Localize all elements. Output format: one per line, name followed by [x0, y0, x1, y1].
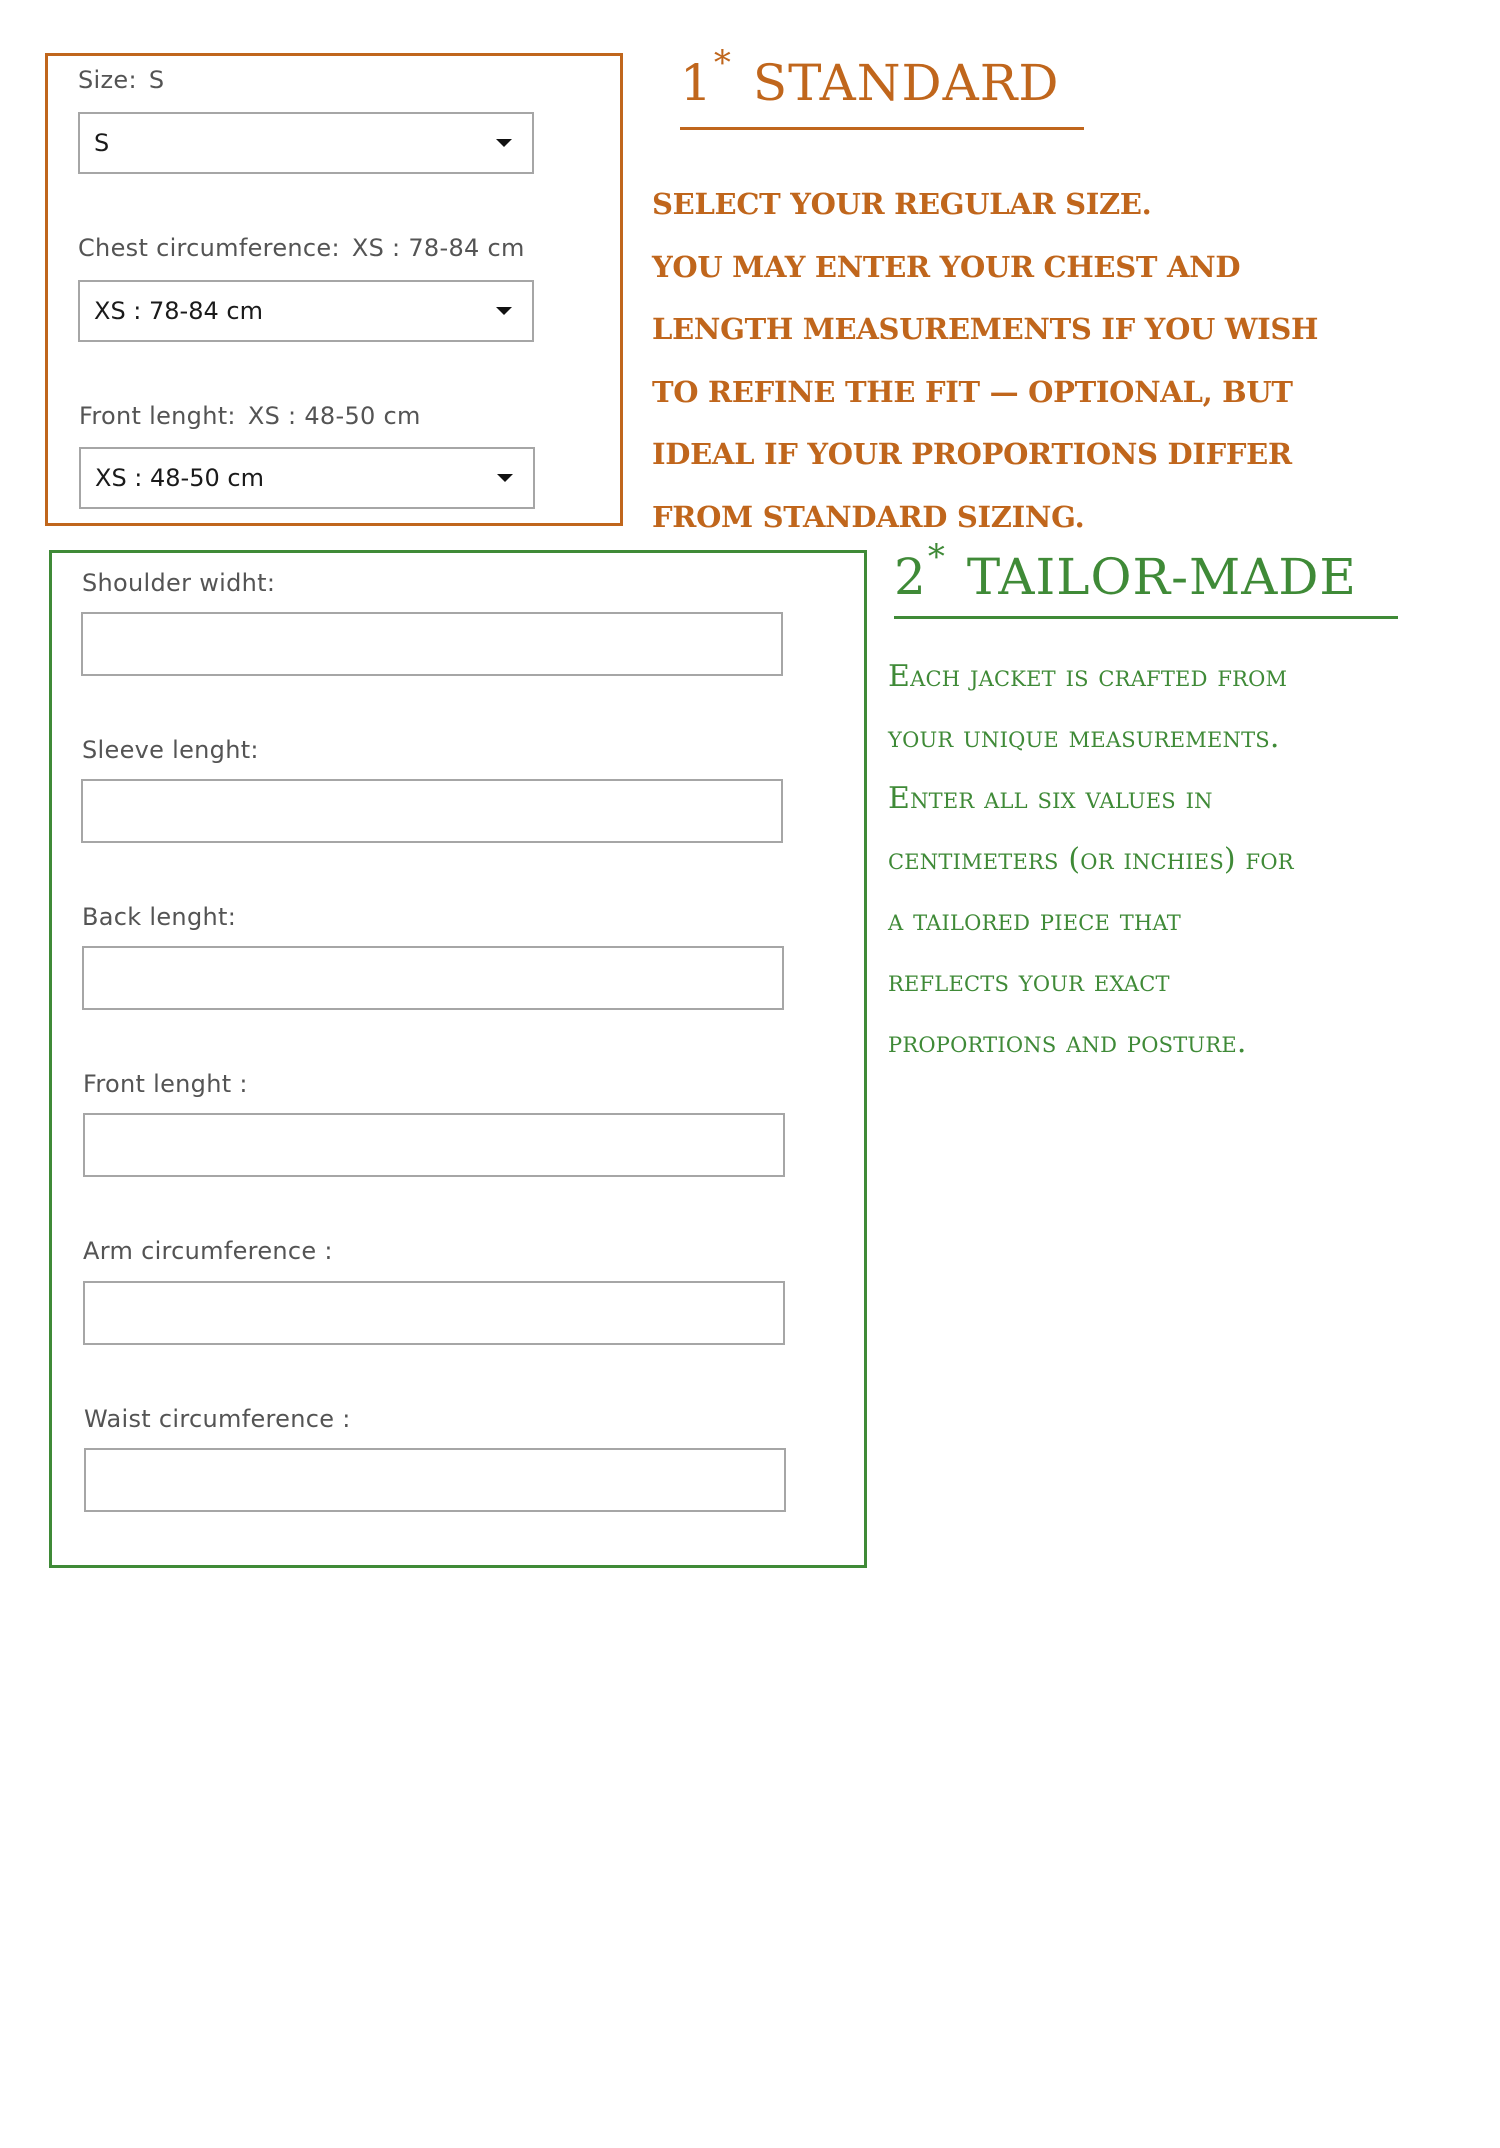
arm-circumference-label: Arm circumference :	[83, 1237, 333, 1265]
chevron-down-icon	[497, 474, 513, 482]
size-label	[78, 66, 164, 94]
standard-heading-underline	[680, 127, 1084, 130]
shoulder-width-label: Shoulder widht:	[82, 569, 276, 597]
front-length-selected-value: XS : 48-50 cm	[95, 464, 264, 492]
arm-circumference-input[interactable]	[83, 1281, 785, 1345]
tailor-description-line: a tailored piece that	[888, 903, 1181, 938]
front-length-input[interactable]	[83, 1113, 785, 1177]
tailor-heading-title: TAILOR-MADE	[966, 548, 1357, 606]
chevron-down-icon	[496, 307, 512, 315]
tailor-description-line: your unique measurements.	[888, 720, 1280, 755]
standard-heading	[680, 43, 1060, 112]
chevron-down-icon	[496, 139, 512, 147]
asterisk-icon: *	[927, 537, 945, 577]
standard-description-line: TO REFINE THE FIT — OPTIONAL, BUT	[652, 374, 1293, 409]
standard-heading-title: STANDARD	[752, 54, 1060, 112]
chest-selected-value: XS : 78-84 cm	[94, 297, 263, 325]
standard-description	[652, 173, 1318, 548]
size-label-text: Size:	[78, 66, 137, 94]
waist-circumference-label: Waist circumference :	[84, 1405, 351, 1433]
standard-description-line: LENGTH MEASUREMENTS IF YOU WISH	[652, 312, 1319, 346]
standard-description-line: YOU MAY ENTER YOUR CHEST AND	[652, 249, 1241, 284]
tailor-description-line: reflects your exact	[888, 964, 1170, 999]
standard-size-panel	[45, 53, 623, 526]
sleeve-length-label: Sleeve lenght:	[82, 736, 259, 764]
standard-description-line: SELECT YOUR REGULAR SIZE.	[652, 187, 1152, 221]
size-selected-value: S	[94, 129, 110, 157]
front-length-label-value: XS : 48-50 cm	[247, 402, 421, 430]
shoulder-width-input[interactable]	[81, 612, 783, 676]
standard-description-line: FROM STANDARD SIZING.	[652, 499, 1085, 534]
front-length-label	[79, 402, 421, 430]
chest-label-text: Chest circumference:	[78, 234, 340, 262]
tailor-description	[888, 646, 1294, 1073]
standard-heading-number: 1	[680, 54, 712, 112]
tailor-heading-underline	[894, 616, 1398, 619]
chest-select[interactable]	[78, 280, 534, 342]
asterisk-icon: *	[713, 43, 731, 83]
size-label-value: S	[148, 66, 165, 94]
front-length-select[interactable]	[79, 447, 535, 509]
chest-label	[78, 234, 525, 262]
tailor-description-line: proportions and posture.	[888, 1025, 1247, 1060]
back-length-input[interactable]	[82, 946, 784, 1010]
tailor-description-line: centimeters (or inchies) for	[888, 842, 1294, 877]
tailor-heading-number: 2	[894, 548, 926, 606]
tailor-description-line: Each jacket is crafted from	[888, 659, 1288, 694]
size-select[interactable]	[78, 112, 534, 174]
back-length-label: Back lenght:	[82, 903, 237, 931]
standard-description-line: IDEAL IF YOUR PROPORTIONS DIFFER	[652, 437, 1292, 471]
chest-label-value: XS : 78-84 cm	[351, 234, 525, 262]
sleeve-length-input[interactable]	[81, 779, 783, 843]
tailor-made-panel	[49, 550, 867, 1568]
tailor-description-line: Enter all six values in	[888, 781, 1213, 816]
tailor-made-heading	[894, 537, 1357, 606]
front-length-label-text: Front lenght:	[79, 402, 236, 430]
front-length-label-tailor: Front lenght :	[83, 1070, 248, 1098]
waist-circumference-input[interactable]	[84, 1448, 786, 1512]
